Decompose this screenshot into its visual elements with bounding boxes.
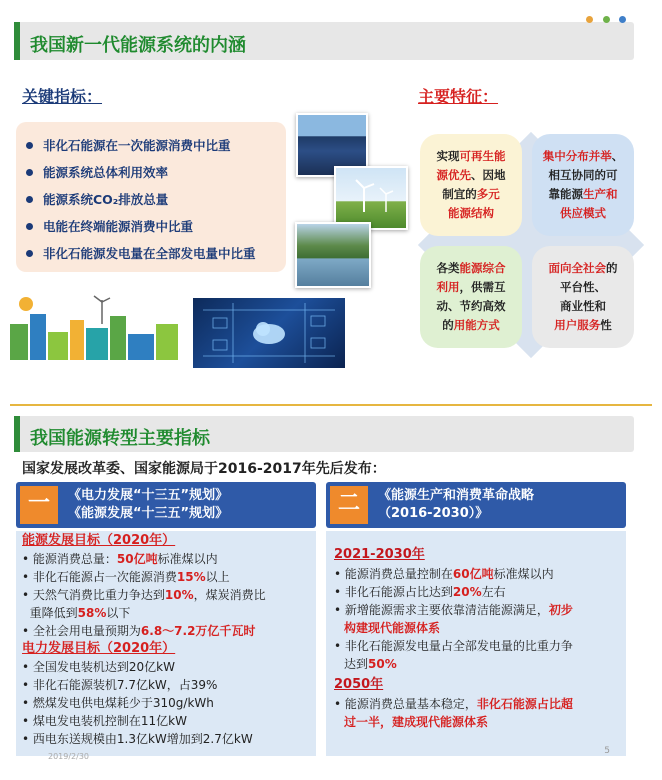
power-line: • 燃煤发电供电煤耗少于310g/kWh [22,696,214,710]
list-item: 能源系统CO₂排放总量 [26,186,286,213]
period-2050-heading: 2050年 [334,677,384,692]
cloud-network-icon [193,298,345,368]
title-dots [586,16,626,30]
power-line: • 非化石能源装机7.7亿kW，占39% [22,678,218,692]
publish-line: 国家发展改革委、国家能源局于2016-2017年先后发布： [22,461,386,477]
indicator-box [16,122,286,272]
right-plan-header [326,482,626,528]
badge-one: 一 [20,486,58,524]
wind-turbine-photo [334,166,408,230]
left-plan-header [16,482,316,528]
power-line: • 煤电发电装机控制在11亿kW [22,714,187,728]
smart-grid-image [193,298,345,368]
power-line: • 西电东送规模由1.3亿kW增加到2.7亿kW [22,732,253,746]
period1-line-1: • 能源消费总量控制在60亿吨标准煤以内 [334,567,554,581]
left-plan-titles: 《电力发展“十三五”规划》 《能源发展“十三五”规划》 [68,488,229,521]
period-2021-2030-heading: 2021-2030年 [334,547,425,562]
footer-date: 2019/2/30 [48,752,90,761]
feature-supply-mode: 集中分布并举、 相互协同的可 靠能源生产和 供应模式 [532,134,634,236]
key-indicators-heading: 关键指标： [22,87,103,106]
right-plan-titles: 《能源生产和消费革命战略 （2016-2030）》 [378,488,535,521]
page-number: 5 [604,746,610,756]
section1-title: 我国新一代能源系统的内涵 [30,35,246,56]
period2-line-2: 过一半，建成现代能源体系 [344,715,489,729]
wind-turbine-icon [336,168,406,228]
list-item: 电能在终端能源消费中比重 [26,213,286,240]
energy-line-2: • 非化石能源占一次能源消费15%以上 [22,570,230,584]
feature-diverse-structure: 实现可再生能 源优先、因地 制宜的多元 能源结构 [420,134,522,236]
main-features-heading: 主要特征： [418,87,499,106]
energy-goal-heading: 能源发展目标（2020年） [22,533,176,548]
list-item: 能源系统总体利用效率 [26,159,286,186]
left-goals-panel [16,531,316,756]
period1-line-2: • 非化石能源占比达到20%左右 [334,585,506,599]
period1-line-4: 构建现代能源体系 [344,621,441,635]
energy-line-5: • 全社会用电量预期为6.8～7.2万亿千瓦时 [22,624,256,638]
period1-line-3: • 新增能源需求主要依靠清洁能源满足，初步 [334,603,573,617]
period1-line-6: 达到50% [344,657,397,671]
section2-title: 我国能源转型主要指标 [30,428,210,449]
list-item: 非化石能源发电量在全部发电量中比重 [26,240,286,267]
section1-title-bar [14,22,634,60]
bullet-icon [26,142,33,149]
energy-line-4: 重降低到58%以下 [22,606,131,620]
list-item: 非化石能源在一次能源消费中比重 [26,132,286,159]
section-divider [10,404,652,406]
reservoir-photo [295,222,371,288]
badge-two: 二 [330,486,368,524]
indicator-list [16,122,286,267]
feature-usage-mode: 各类能源综合 利用，供需互 动、节约高效 的用能方式 [420,246,522,348]
period1-line-5: • 非化石能源发电量占全部发电量的比重力争 [334,639,573,653]
title-accent [14,416,20,452]
title-accent [14,22,20,60]
energy-icons-illustration [6,294,184,366]
bullet-icon [26,169,33,176]
feature-service-platform: 面向全社会的 平台性、 商业性和 用户服务性 [532,246,634,348]
right-goals-panel [326,531,626,756]
power-line: • 全国发电装机达到20亿kW [22,660,175,674]
features-diamond [404,118,658,372]
bullet-icon [26,196,33,203]
period2-line-1: • 能源消费总量基本稳定，非化石能源占比超 [334,697,573,711]
bullet-icon [26,250,33,257]
bullet-icon [26,223,33,230]
section2-title-bar [14,416,634,452]
energy-line-1: • 能源消费总量：50亿吨标准煤以内 [22,552,218,566]
power-goal-heading: 电力发展目标（2020年） [22,641,176,656]
energy-line-3: • 天然气消费比重力争达到10%，煤炭消费比 [22,588,266,602]
